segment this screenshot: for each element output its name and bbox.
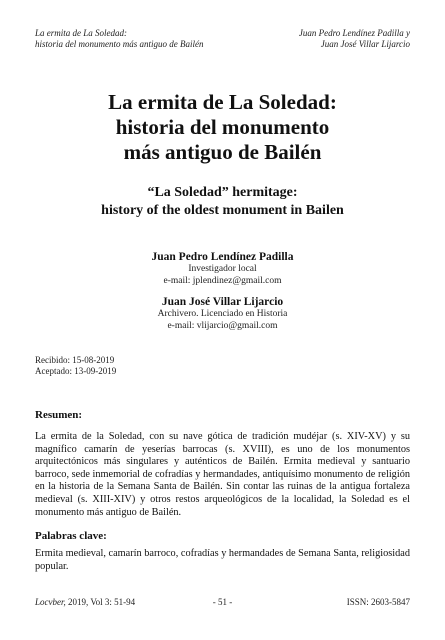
- author-affiliation: Archivero. Licenciado en Historia: [157, 309, 288, 319]
- author-block-1: [0, 250, 445, 287]
- keywords-heading: Palabras clave:: [35, 530, 107, 542]
- running-header-left: [35, 28, 245, 50]
- paper-title-line-1: La ermita de La Soledad:: [108, 90, 337, 114]
- author-email: e-mail: jplendinez@gmail.com: [163, 275, 282, 286]
- paper-title: [0, 90, 445, 165]
- abstract-text: La ermita de la Soledad, con su nave gótica de tradición mudéjar (s. XIV-XV) y su magnífico camarín de yeserías barrocas (s. XVIII), es uno de los monumentos arquitectónicos más singulares y auténticos de Bailén. Ermita medieval y santuario barroco, sede inmemorial de cofradías y hermandades, antiquísimo monumento de religión en la historia de la Semana Santa de Bailén. Sin contar las ruinas de la antigua fortaleza medieval (s. XIII-XIV) y otros restos arqueológicos de la localidad, la Soledad es el monumento más antiguo de Bailén.: [35, 431, 410, 518]
- paper-subtitle: [0, 184, 445, 220]
- author-email: e-mail: vlijarcio@gmail.com: [167, 320, 278, 331]
- author-name: Juan Pedro Lendínez Padilla: [151, 251, 294, 263]
- submission-dates: [35, 355, 116, 377]
- issn: ISSN: 2603-5847: [346, 597, 410, 607]
- paper-subtitle-line-1: “La Soledad” hermitage:: [147, 185, 298, 200]
- running-header-right-line-2: Juan José Villar Lijarcio: [320, 39, 410, 49]
- running-header-right: [220, 28, 410, 50]
- running-header-left-line-1: La ermita de La Soledad:: [35, 28, 127, 38]
- received-date: Recibido: 15-08-2019: [35, 355, 115, 365]
- running-header-left-line-2: historia del monumento más antiguo de Bailén: [35, 39, 204, 49]
- paper-title-line-2: historia del monumento: [115, 115, 330, 139]
- author-name: Juan José Villar Lijarcio: [161, 296, 284, 308]
- author-block-2: [0, 295, 445, 332]
- keywords-text: Ermita medieval, camarín barroco, cofradías y hermandades de Semana Santa, religiosidad popular.: [35, 548, 410, 572]
- journal-issue: 2019, Vol 3: 51-94: [65, 597, 136, 607]
- page-footer: [35, 597, 410, 609]
- page-number: - 51 -: [212, 597, 233, 607]
- journal-name: Locvber,: [35, 597, 66, 607]
- abstract-heading: Resumen:: [35, 409, 83, 421]
- accepted-date: Aceptado: 13-09-2019: [35, 366, 117, 376]
- running-header-right-line-1: Juan Pedro Lendínez Padilla y: [298, 28, 410, 38]
- author-affiliation: Investigador local: [188, 264, 257, 274]
- paper-title-line-3: más antiguo de Bailén: [123, 140, 322, 164]
- paper-subtitle-line-2: history of the oldest monument in Bailen: [101, 203, 344, 218]
